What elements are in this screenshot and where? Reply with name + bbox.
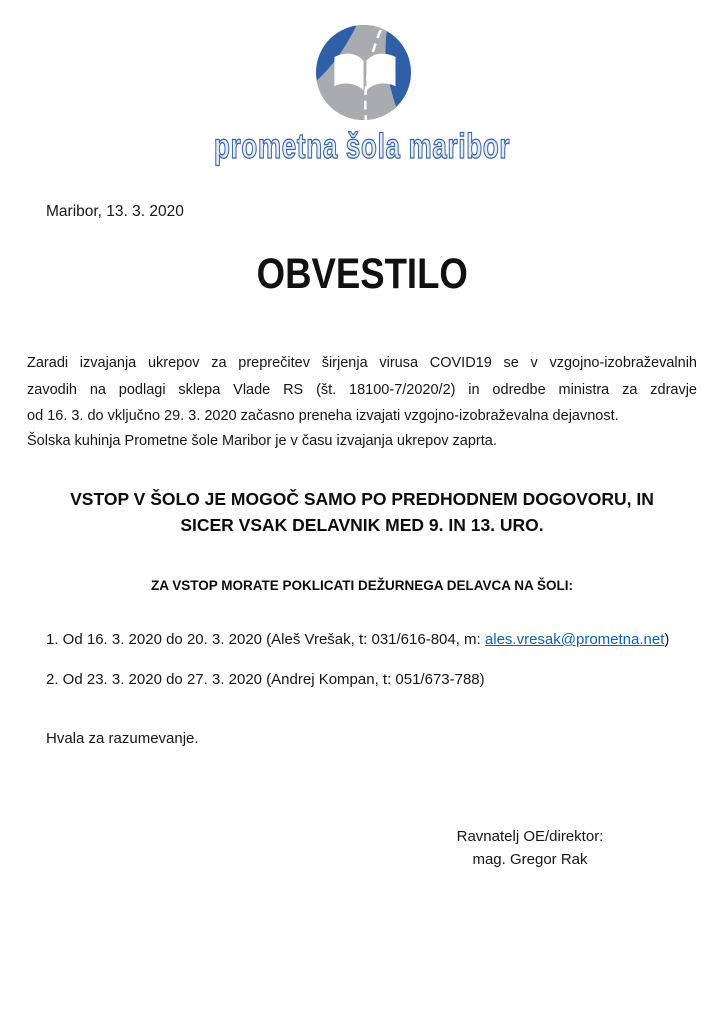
intro-paragraph-line: Zaradi izvajanja ukrepov za preprečitev širjenja virusa COVID19 se v vzgojno-izobraževalnih — [27, 355, 697, 371]
school-logo-icon — [315, 24, 412, 121]
signature-name: mag. Gregor Rak — [472, 851, 588, 868]
duty-item-1-text: 1. Od 16. 3. 2020 do 20. 3. 2020 (Aleš Vrešak, t: 031/616-804, m: — [46, 631, 485, 648]
signature-block — [398, 825, 662, 871]
school-wordmark: prometna šola maribor — [213, 127, 511, 166]
date-place-line: Maribor, 13. 3. 2020 — [46, 203, 184, 220]
duty-list-item-2: 2. Od 23. 3. 2020 do 27. 3. 2020 (Andrej Kompan, t: 051/673-788) — [46, 671, 485, 688]
call-instruction-heading: ZA VSTOP MORATE POKLICATI DEŽURNEGA DELAVCA NA ŠOLI: — [150, 578, 573, 593]
intro-paragraph-line: zavodih na podlagi sklepa Vlade RS (št. 18100-7/2020/2) in odredbe ministra za zdravje — [27, 381, 697, 398]
entry-notice-heading — [27, 486, 697, 538]
entry-notice-line2: SICER VSAK DELAVNIK MED 9. IN 13. URO. — [180, 515, 544, 535]
signature-role: Ravnatelj OE/direktor: — [456, 828, 604, 845]
email-link[interactable]: ales.vresak@prometna.net — [484, 631, 665, 648]
thanks-line: Hvala za razumevanje. — [46, 730, 199, 747]
intro-paragraph — [27, 350, 697, 430]
duty-item-1-suffix: ) — [664, 631, 670, 648]
page-title: OBVESTILO — [256, 250, 468, 298]
entry-notice-line1: VSTOP V ŠOLO JE MOGOČ SAMO PO PREDHODNEM DOGOVORU, IN — [70, 489, 654, 509]
duty-list-item-1 — [46, 631, 669, 648]
intro-paragraph-line: od 16. 3. do vključno 29. 3. 2020 začasno preneha izvajati vzgojno-izobraževalna dejavnost. — [27, 408, 619, 424]
kitchen-paragraph: Šolska kuhinja Prometne šole Maribor je v času izvajanja ukrepov zaprta. — [27, 433, 497, 449]
